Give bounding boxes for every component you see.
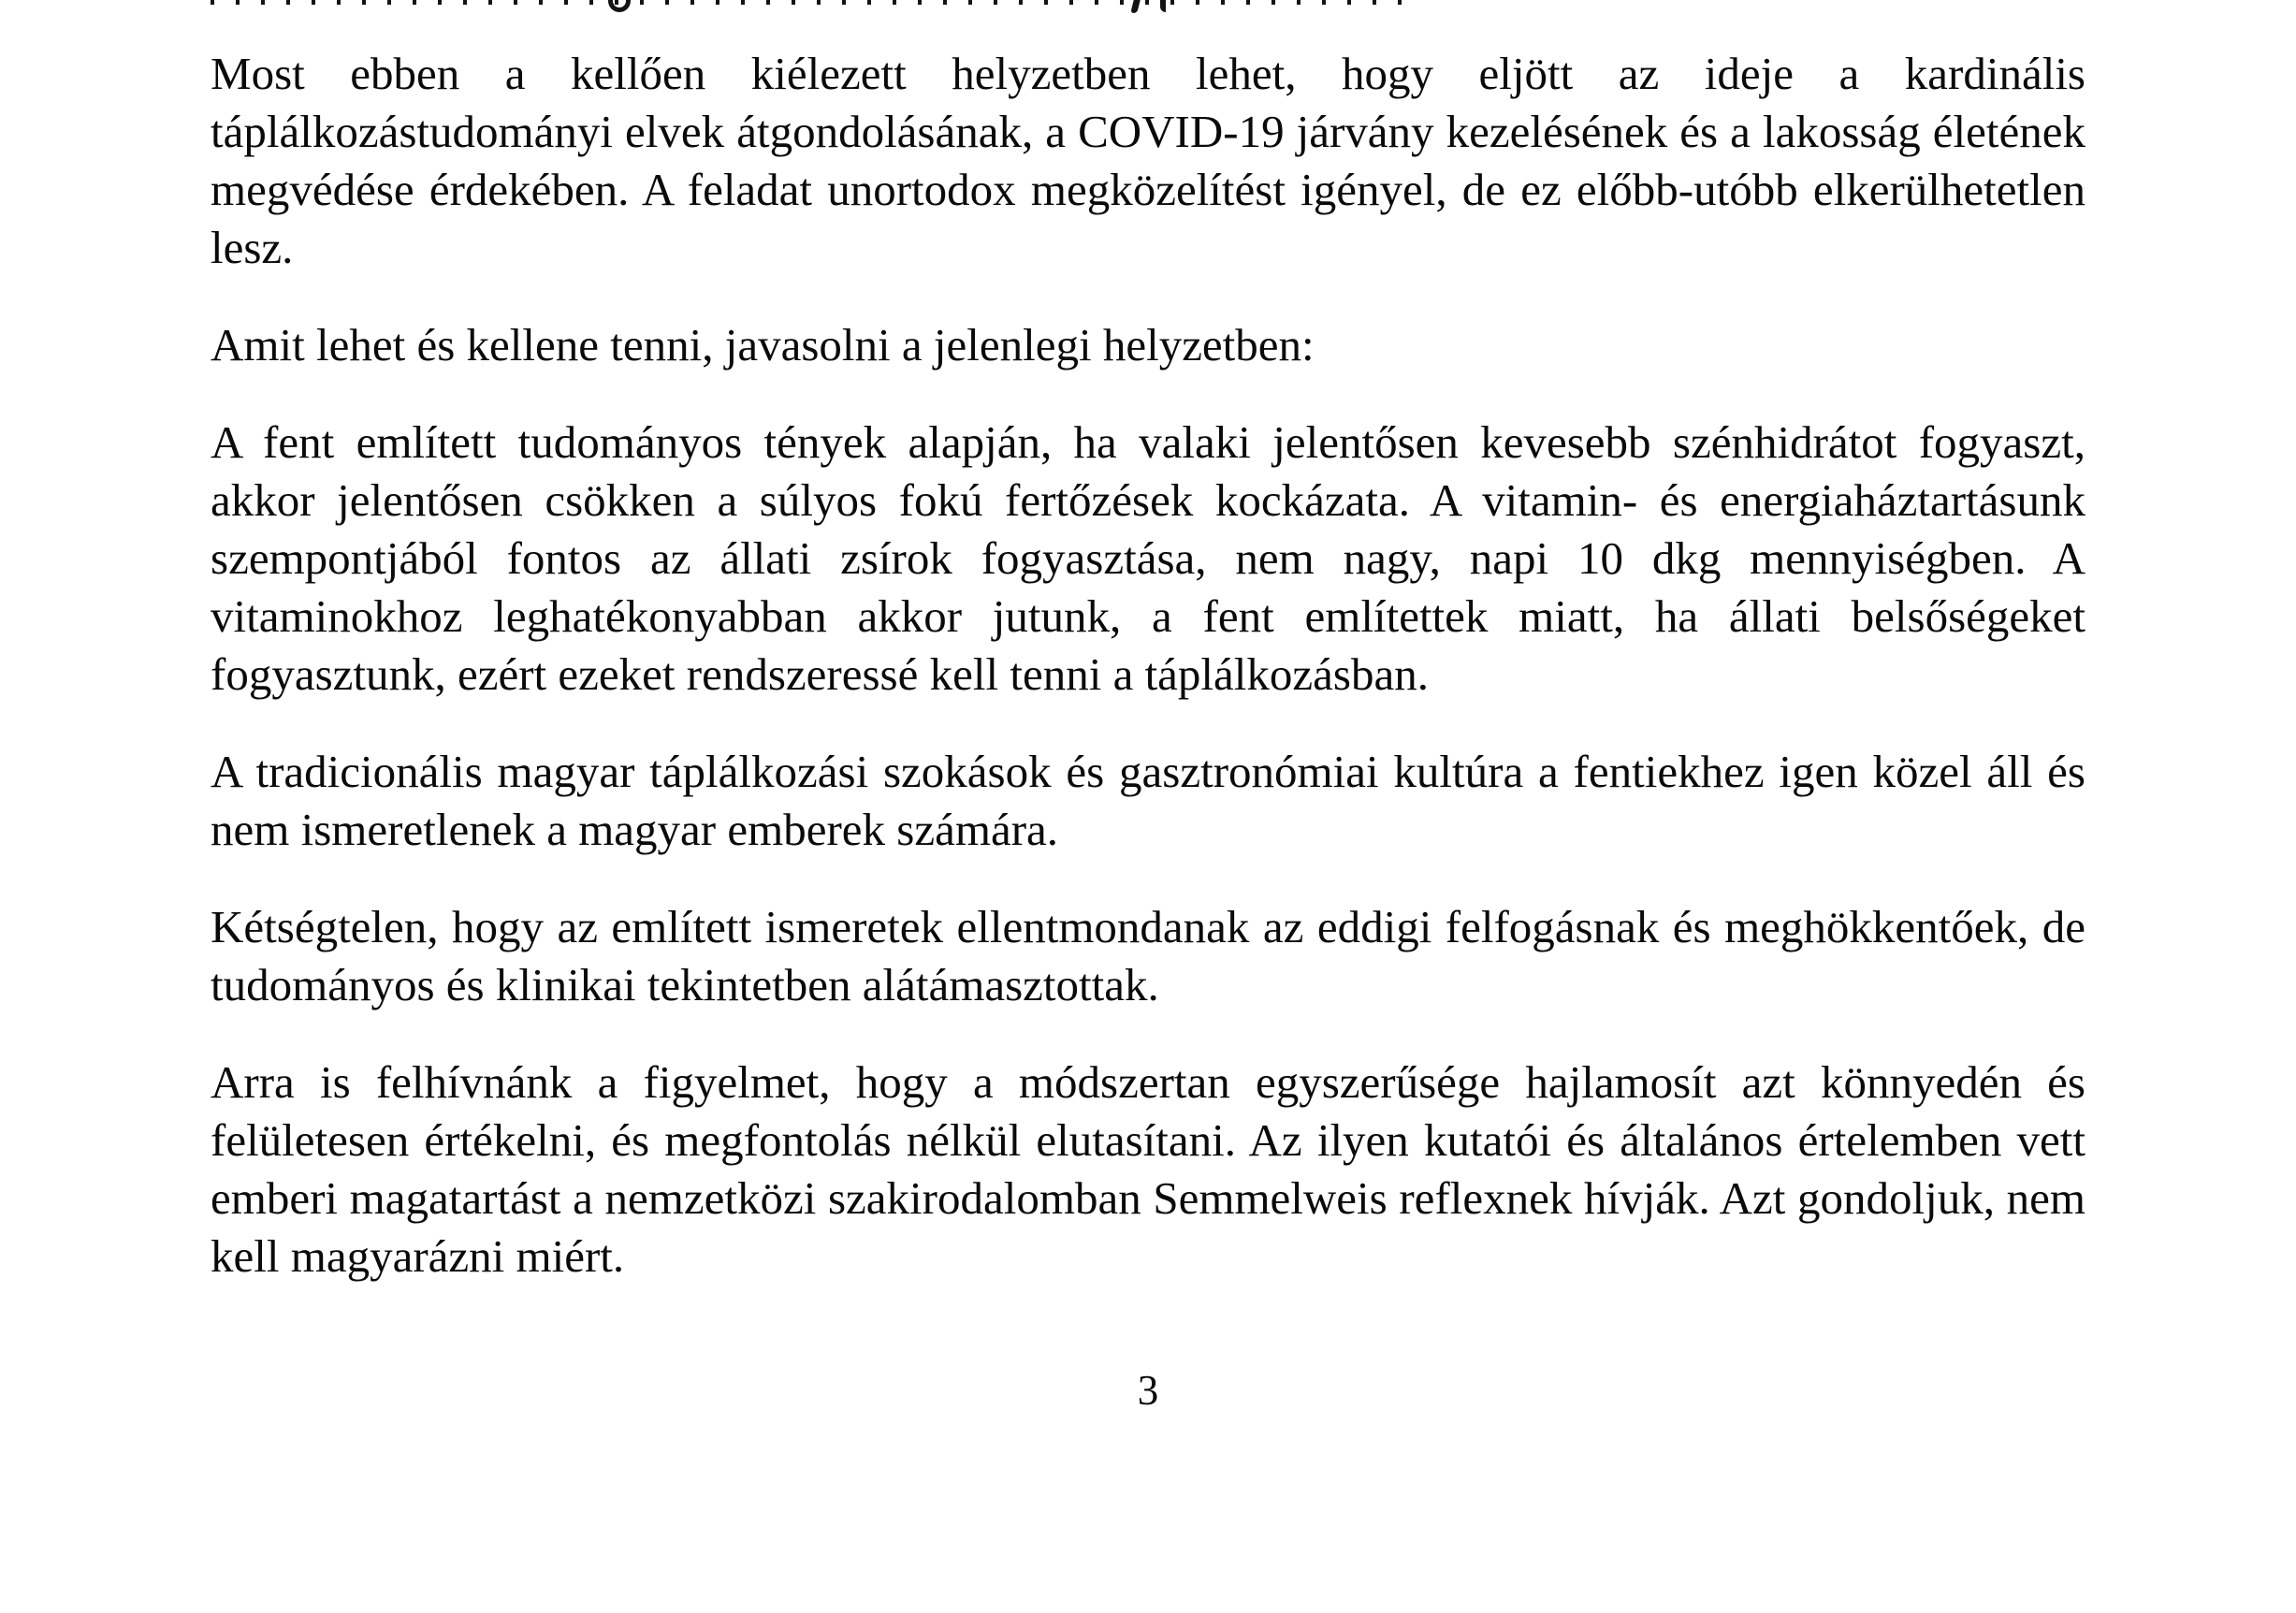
paragraph-4: A tradicionális magyar táplálkozási szokások és gasztronómiai kultúra a fentiekhez igen közel áll és nem ismeretlenek a magyar emberek számára. xyxy=(211,746,2085,855)
paragraph-2: Amit lehet és kellene tenni, javasolni a jelenlegi helyzetben: xyxy=(211,319,1315,371)
paragraph-5: Kétségtelen, hogy az említett ismeretek ellentmondanak az eddigi felfogásnak és meghökkentőek, de tudományos és klinikai tekintetben alátámasztottak. xyxy=(211,901,2085,1010)
paragraph-6: Arra is felhívnánk a figyelmet, hogy a módszertan egyszerűsége hajlamosít azt könnyedén és felületesen értékelni, és megfontolás nélkül elutasítani. Az ilyen kutatói és általános értelemben vett emberi magatartást a nemzetközi szakirodalomban Semmelweis reflexnek hívják. Azt gondoljuk, nem kell magyarázni miért. xyxy=(211,1056,2085,1282)
descender-j-mark xyxy=(1160,0,1166,12)
paragraph-3: A fent említett tudományos tények alapján, ha valaki jelentősen kevesebb szénhidrátot fogyaszt, akkor jelentősen csökken a súlyos fokú fertőzések kockázata. A vitamin- és energiaháztartásunk szempontjából fontos az állati zsírok fogyasztása, nem nagy, napi 10 dkg mennyiségben. A vitaminokhoz leghatékonyabban akkor jutunk, a fent említettek miatt, ha állati belsőségeket fogyasztunk, ezért ezeket rendszeressé kell tenni a táplálkozásban. xyxy=(211,416,2085,700)
paragraph-1: Most ebben a kellően kiélezett helyzetben lehet, hogy eljött az ideje a kardinális táplálkozástudományi elvek átgondolásának, a COVID-19 járvány kezelésének és a lakosság életének megvédése érdekében. A feladat unortodox megközelítést igényel, de ez előbb-utóbb elkerülhetetlen lesz. xyxy=(211,48,2085,273)
page-number: 3 xyxy=(1137,1367,1159,1414)
descender-loop-mark xyxy=(608,0,631,12)
clipped-top-text-line xyxy=(211,0,1417,12)
document-body xyxy=(211,45,2085,1286)
descender-comma-mark xyxy=(1130,0,1140,13)
